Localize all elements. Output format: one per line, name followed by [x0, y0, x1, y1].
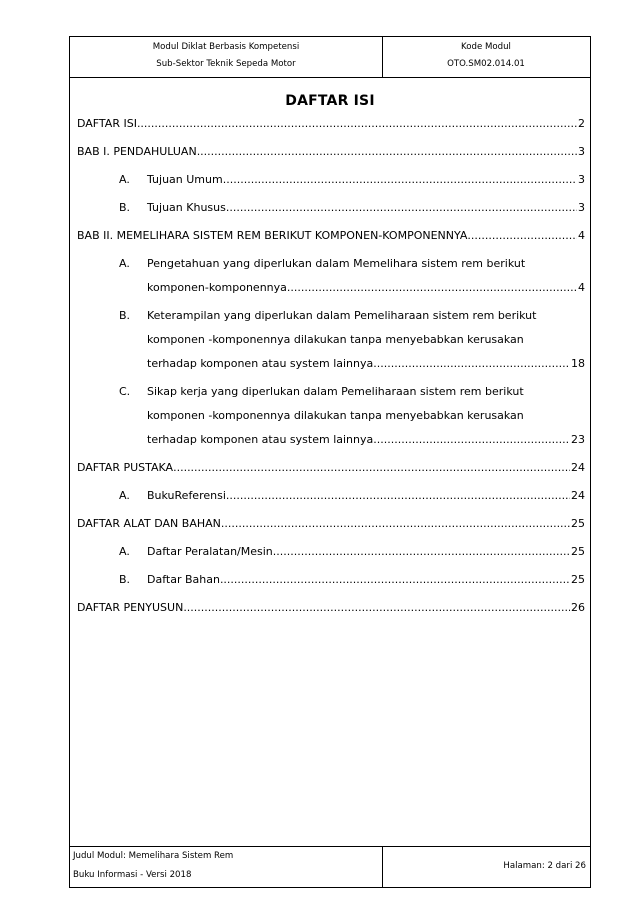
toc-entry-text: Daftar Bahan: [147, 573, 220, 586]
toc-entry-text: DAFTAR PENYUSUN: [77, 601, 184, 614]
toc-entry-tujuan-umum[interactable]: [147, 172, 585, 188]
leader-dots: [226, 488, 570, 504]
page-header: [70, 37, 590, 78]
toc-entry-line: komponen -komponennya dilakukan tanpa menyebabkan kerusakan: [147, 333, 524, 346]
toc-entry-page: 23: [571, 433, 585, 446]
leader-dots: [287, 280, 577, 296]
toc-entry-sikap-kerja[interactable]: [147, 432, 585, 448]
page-frame: [69, 36, 591, 888]
toc-entry-text: DAFTAR PUSTAKA: [77, 461, 174, 474]
toc-entry-daftar-isi[interactable]: [77, 116, 585, 132]
toc-entry-line: Keterampilan yang diperlukan dalam Pemeliharaan sistem rem berikut: [147, 309, 537, 322]
header-sector: Sub-Sektor Teknik Sepeda Motor: [156, 59, 296, 69]
toc-entry-text: BAB II. MEMELIHARA SISTEM REM BERIKUT KOMPONEN-KOMPONENNYA: [77, 229, 468, 242]
leader-dots: [223, 172, 577, 188]
leader-dots: [220, 572, 570, 588]
toc-entry-letter: C.: [119, 385, 131, 398]
toc-entry-daftar-peralatan[interactable]: [147, 544, 585, 560]
toc-entry-letter: A.: [119, 545, 130, 558]
footer-right-cell: [382, 847, 590, 887]
toc-entry-letter: B.: [119, 201, 131, 214]
footer-book-version: Buku Informasi - Versi 2018: [73, 870, 192, 880]
toc-entry-text: terhadap komponen atau system lainnya.: [147, 433, 377, 446]
leader-dots: [173, 460, 570, 476]
toc-entry-text: Tujuan Umum: [147, 173, 223, 186]
toc-entry-bab-2[interactable]: [77, 228, 585, 244]
toc-entry-line: Pengetahuan yang diperlukan dalam Memelihara sistem rem berikut: [147, 257, 526, 270]
toc-entry-line: komponen -komponennya dilakukan tanpa menyebabkan kerusakan: [147, 409, 524, 422]
leader-dots: [377, 356, 570, 372]
toc-entry-letter: A.: [119, 173, 130, 186]
toc-entry-text: DAFTAR ALAT DAN BAHAN: [77, 517, 221, 530]
toc-entry-letter: A.: [119, 489, 130, 502]
toc-entry-daftar-penyusun[interactable]: [77, 600, 585, 616]
toc-entry-letter: A.: [119, 257, 130, 270]
leader-dots: [137, 116, 577, 132]
toc-entry-text: Daftar Peralatan/Mesin: [147, 545, 273, 558]
toc-entry-page: 2: [578, 117, 585, 130]
toc-entry-tujuan-khusus[interactable]: [147, 200, 585, 216]
toc-entry-page: 3: [578, 173, 585, 186]
page-footer: [70, 846, 590, 887]
toc-entry-daftar-bahan[interactable]: [147, 572, 585, 588]
header-code-label: Kode Modul: [461, 42, 511, 52]
header-module-type: Modul Diklat Berbasis Kompetensi: [152, 42, 300, 52]
toc-entry-page: 24: [571, 489, 585, 502]
leader-dots: [226, 200, 577, 216]
header-code-value: OTO.SM02.014.01: [447, 59, 525, 69]
toc-entry-page: 25: [571, 517, 585, 530]
toc-entry-page: 25: [571, 545, 585, 558]
toc-entry-page: 4: [578, 281, 585, 294]
toc-entry-daftar-alat[interactable]: [77, 516, 585, 532]
toc-entry-page: 24: [571, 461, 585, 474]
page-number: Halaman: 2 dari 26: [503, 861, 586, 871]
toc-entry-letter: B.: [119, 309, 131, 322]
toc-entry-bab-1[interactable]: [77, 144, 585, 160]
toc-entry-text: komponen-komponennya: [147, 281, 287, 294]
header-left-cell: [70, 37, 383, 77]
toc-entry-text: DAFTAR ISI: [77, 117, 137, 130]
leader-dots: [377, 432, 570, 448]
toc-entry-daftar-pustaka[interactable]: [77, 460, 585, 476]
toc-entry-buku-referensi[interactable]: [147, 488, 585, 504]
toc-entry-page: 3: [578, 145, 585, 158]
leader-dots: [197, 144, 577, 160]
header-right-cell: [382, 37, 590, 77]
leader-dots: [273, 544, 570, 560]
leader-dots: [221, 516, 570, 532]
toc-entry-pengetahuan[interactable]: [147, 280, 585, 296]
page-title: DAFTAR ISI: [285, 93, 375, 109]
toc-entry-line: Sikap kerja yang diperlukan dalam Pemeliharaan sistem rem berikut: [147, 385, 524, 398]
toc-entry-keterampilan[interactable]: [147, 356, 585, 372]
toc-entry-text: terhadap komponen atau system lainnya.: [147, 357, 377, 370]
toc-entry-page: 26: [571, 601, 585, 614]
toc-entry-page: 18: [571, 357, 585, 370]
leader-dots: [467, 228, 577, 244]
toc-entry-letter: B.: [119, 573, 131, 586]
toc-entry-text: BukuReferensi: [147, 489, 226, 502]
footer-module-title: Judul Modul: Memelihara Sistem Rem: [73, 851, 234, 861]
toc-entry-page: 3: [578, 201, 585, 214]
toc-entry-text: Tujuan Khusus: [147, 201, 226, 214]
leader-dots: [183, 600, 570, 616]
footer-left-cell: [70, 847, 383, 887]
toc-entry-text: BAB I. PENDAHULUAN: [77, 145, 197, 158]
toc-entry-page: 25: [571, 573, 585, 586]
toc-entry-page: 4: [578, 229, 585, 242]
